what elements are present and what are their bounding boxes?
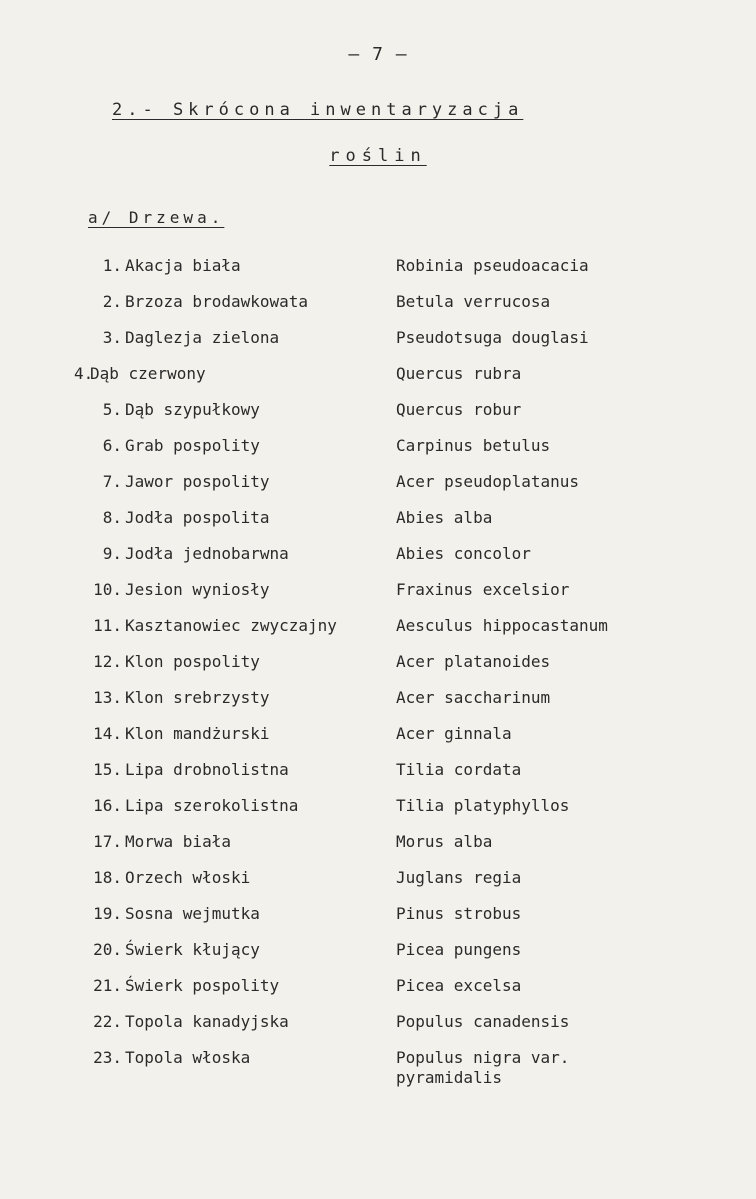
latin-name: Robinia pseudoacacia: [396, 256, 589, 275]
polish-name: Kasztanowiec zwyczajny: [125, 616, 337, 635]
polish-name: Topola włoska: [125, 1048, 251, 1067]
list-item: [0, 616, 756, 652]
latin-name: Pinus strobus: [396, 904, 522, 923]
item-number: 3.: [102, 328, 122, 347]
list-item: [0, 328, 756, 364]
item-number: 6.: [102, 436, 122, 455]
polish-name: Świerk pospolity: [125, 976, 280, 995]
polish-name: Jawor pospolity: [125, 472, 270, 491]
item-number: 2.: [102, 292, 122, 311]
latin-name: Pseudotsuga douglasi: [396, 328, 589, 347]
list-item: [0, 364, 756, 400]
polish-name: Sosna wejmutka: [125, 904, 260, 923]
list-item: [0, 472, 756, 508]
latin-name: Abies concolor: [396, 544, 531, 563]
latin-name: Acer ginnala: [396, 724, 512, 743]
latin-name: Aesculus hippocastanum: [396, 616, 608, 635]
list-item: [0, 400, 756, 436]
polish-name: Klon srebrzysty: [125, 688, 270, 707]
latin-name: Acer platanoides: [396, 652, 551, 671]
latin-name: Quercus robur: [396, 400, 522, 419]
polish-name: Świerk kłujący: [125, 940, 260, 959]
polish-name: Brzoza brodawkowata: [125, 292, 309, 311]
item-number: 13.: [93, 688, 122, 707]
list-item: [0, 1012, 756, 1048]
subsection-title: a/ Drzewa.: [88, 208, 225, 227]
list-item: [0, 292, 756, 328]
list-item: [0, 652, 756, 688]
polish-name: Klon mandżurski: [125, 724, 270, 743]
item-number: 16.: [93, 796, 122, 815]
polish-name: Lipa szerokolistna: [125, 796, 299, 815]
item-number: 17.: [93, 832, 122, 851]
latin-name: Picea pungens: [396, 940, 522, 959]
polish-name: Orzech włoski: [125, 868, 251, 887]
list-item: [0, 256, 756, 292]
item-number: 7.: [102, 472, 122, 491]
polish-name: Daglezja zielona: [125, 328, 280, 347]
polish-name: Lipa drobnolistna: [125, 760, 289, 779]
latin-name: Tilia platyphyllos: [396, 796, 570, 815]
latin-name: Fraxinus excelsior: [396, 580, 570, 599]
polish-name: Jodła jednobarwna: [125, 544, 289, 563]
species-list: [0, 256, 756, 1096]
polish-name: Jesion wyniosły: [125, 580, 270, 599]
item-number: 4.: [74, 364, 94, 383]
item-number: 20.: [93, 940, 122, 959]
item-number: 8.: [102, 508, 122, 527]
latin-name: Morus alba: [396, 832, 493, 851]
list-item: [0, 688, 756, 724]
item-number: 18.: [93, 868, 122, 887]
item-number: 23.: [93, 1048, 122, 1067]
list-item: [0, 976, 756, 1012]
list-item: [0, 544, 756, 580]
item-number: 22.: [93, 1012, 122, 1031]
list-item: [0, 1048, 756, 1096]
list-item: [0, 724, 756, 760]
polish-name: Dąb czerwony: [90, 364, 206, 383]
list-item: [0, 904, 756, 940]
latin-name: Picea excelsa: [396, 976, 522, 995]
list-item: [0, 508, 756, 544]
latin-name: Acer pseudoplatanus: [396, 472, 580, 491]
item-number: 5.: [102, 400, 122, 419]
latin-name: Abies alba: [396, 508, 493, 527]
section-heading-subtitle: roślin: [329, 146, 427, 166]
list-item: [0, 868, 756, 904]
item-number: 1.: [102, 256, 122, 275]
polish-name: Klon pospolity: [125, 652, 260, 671]
polish-name: Jodła pospolita: [125, 508, 270, 527]
item-number: 11.: [93, 616, 122, 635]
latin-name: Populus nigra var. pyramidalis: [396, 1048, 570, 1087]
item-number: 9.: [102, 544, 122, 563]
polish-name: Morwa biała: [125, 832, 231, 851]
polish-name: Grab pospolity: [125, 436, 260, 455]
polish-name: Dąb szypułkowy: [125, 400, 260, 419]
list-item: [0, 940, 756, 976]
item-number: 10.: [93, 580, 122, 599]
item-number: 14.: [93, 724, 122, 743]
item-number: 15.: [93, 760, 122, 779]
latin-name: Tilia cordata: [396, 760, 522, 779]
list-item: [0, 760, 756, 796]
list-item: [0, 436, 756, 472]
latin-name: Quercus rubra: [396, 364, 522, 383]
item-number: 19.: [93, 904, 122, 923]
latin-name: Acer saccharinum: [396, 688, 551, 707]
latin-name: Juglans regia: [396, 868, 522, 887]
latin-name: Betula verrucosa: [396, 292, 551, 311]
list-item: [0, 796, 756, 832]
polish-name: Topola kanadyjska: [125, 1012, 289, 1031]
section-heading: 2.- Skrócona inwentaryzacja: [112, 100, 524, 120]
latin-name: Carpinus betulus: [396, 436, 551, 455]
item-number: 12.: [93, 652, 122, 671]
item-number: 21.: [93, 976, 122, 995]
page-number: — 7 —: [348, 44, 408, 65]
list-item: [0, 580, 756, 616]
list-item: [0, 832, 756, 868]
polish-name: Akacja biała: [125, 256, 241, 275]
latin-name: Populus canadensis: [396, 1012, 570, 1031]
